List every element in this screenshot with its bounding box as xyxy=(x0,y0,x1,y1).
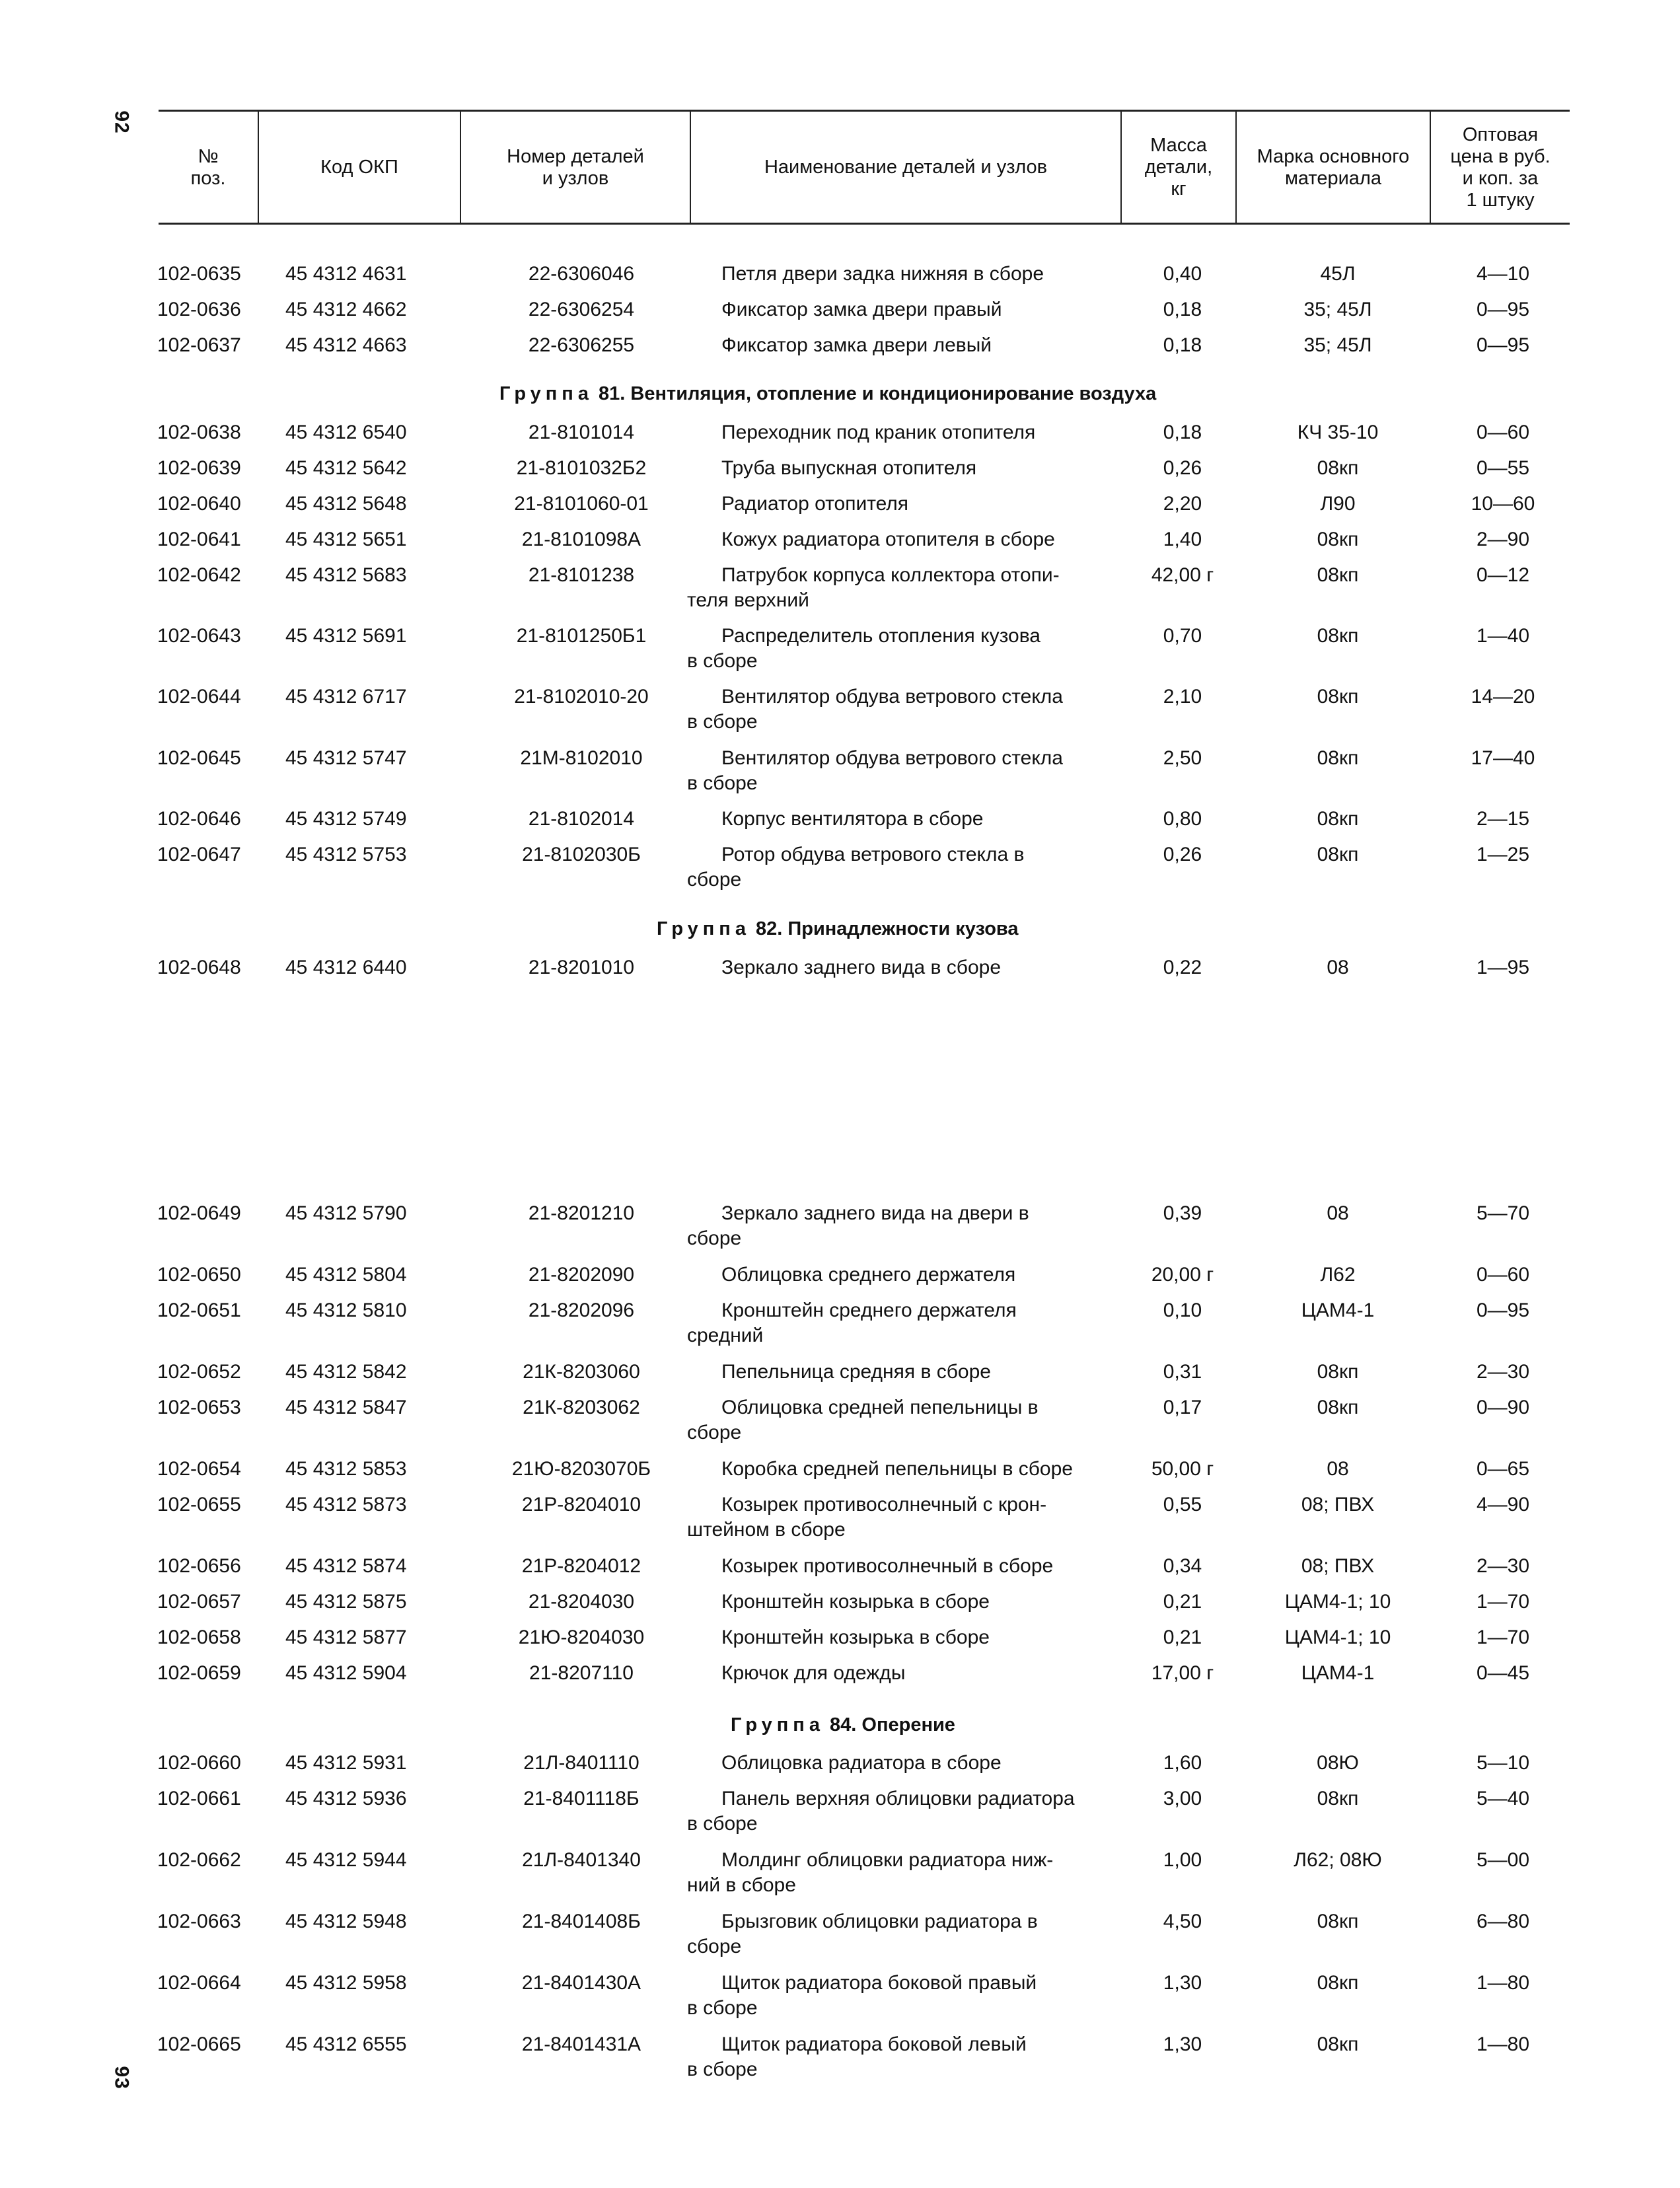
row-position: 102-0656 xyxy=(157,1555,241,1577)
row-position: 102-0650 xyxy=(157,1264,241,1286)
row-price: 0—45 xyxy=(1476,1662,1530,1684)
row-price: 0—90 xyxy=(1476,1397,1530,1418)
row-part-number: 21-8101238 xyxy=(528,564,635,586)
header-material: Марка основного материала xyxy=(1257,145,1410,189)
row-material: Л62 xyxy=(1320,1264,1356,1286)
row-price: 4—10 xyxy=(1476,263,1530,285)
row-material: 08кп xyxy=(1317,808,1359,830)
row-part-number: 21-8101032Б2 xyxy=(516,457,647,479)
row-price: 0—12 xyxy=(1476,564,1530,586)
row-mass: 2,20 xyxy=(1163,493,1202,515)
row-material: 08кп xyxy=(1317,457,1359,479)
row-material: 08кп xyxy=(1317,1361,1359,1383)
row-material: 08; ПВХ xyxy=(1301,1494,1375,1515)
row-price: 5—70 xyxy=(1476,1202,1530,1224)
row-price: 1—80 xyxy=(1476,1972,1530,1994)
row-part-number: 22-6306046 xyxy=(528,263,635,285)
row-part-name: Распределитель отопления кузова в сборе xyxy=(687,625,1041,672)
header-rule-bottom xyxy=(159,223,1570,225)
row-mass: 0,21 xyxy=(1163,1626,1202,1648)
row-okp-code: 45 4312 5790 xyxy=(285,1202,407,1224)
row-material: 08кп xyxy=(1317,844,1359,865)
row-material: 08кп xyxy=(1317,529,1359,550)
row-part-number: 21-8207110 xyxy=(529,1662,634,1684)
row-material: 08кп xyxy=(1317,1397,1359,1418)
row-part-name: Брызговик облицовки радиатора в сборе xyxy=(687,1911,1038,1957)
row-part-name: Вентилятор обдува ветрового стекла в сборе xyxy=(687,747,1063,794)
row-okp-code: 45 4312 5747 xyxy=(285,747,407,769)
row-okp-code: 45 4312 4663 xyxy=(285,334,407,356)
row-material: 08кп xyxy=(1317,1788,1359,1809)
row-part-name: Кронштейн среднего держателя средний xyxy=(687,1299,1017,1346)
group-heading xyxy=(657,918,1019,940)
row-part-number: 21-8101098А xyxy=(521,529,641,550)
group-label: Группа xyxy=(657,918,750,939)
row-okp-code: 45 4312 5875 xyxy=(285,1591,407,1613)
row-part-number: 21Л-8401110 xyxy=(523,1752,639,1774)
row-material: 08кп xyxy=(1317,686,1359,708)
row-material: КЧ 35-10 xyxy=(1297,421,1379,443)
row-part-name: Крючок для одежды xyxy=(721,1662,906,1684)
row-part-number: 21-8101250Б1 xyxy=(516,625,647,647)
row-mass: 0,18 xyxy=(1163,421,1202,443)
row-okp-code: 45 4312 5804 xyxy=(285,1264,407,1286)
row-part-name: Кронштейн козырька в сборе xyxy=(721,1626,990,1648)
header-rule-top xyxy=(159,110,1570,112)
row-part-number: 21-8202090 xyxy=(528,1264,635,1286)
row-mass: 3,00 xyxy=(1163,1788,1202,1809)
row-price: 0—95 xyxy=(1476,1299,1530,1321)
row-part-number: 21Р-8204012 xyxy=(521,1555,641,1577)
row-position: 102-0661 xyxy=(157,1788,241,1809)
row-price: 0—95 xyxy=(1476,334,1530,356)
row-position: 102-0664 xyxy=(157,1972,241,1994)
row-material: 08кп xyxy=(1317,564,1359,586)
row-position: 102-0646 xyxy=(157,808,241,830)
row-okp-code: 45 4312 5948 xyxy=(285,1911,407,1932)
row-okp-code: 45 4312 5958 xyxy=(285,1972,407,1994)
row-mass: 0,40 xyxy=(1163,263,1202,285)
row-part-name: Зеркало заднего вида на двери в сборе xyxy=(687,1202,1029,1249)
row-mass: 0,10 xyxy=(1163,1299,1202,1321)
row-mass: 0,18 xyxy=(1163,334,1202,356)
row-material: 08кп xyxy=(1317,625,1359,647)
row-okp-code: 45 4312 6540 xyxy=(285,421,407,443)
row-mass: 0,34 xyxy=(1163,1555,1202,1577)
row-position: 102-0635 xyxy=(157,263,241,285)
row-okp-code: 45 4312 5648 xyxy=(285,493,407,515)
row-part-number: 21-8204030 xyxy=(528,1591,635,1613)
row-mass: 1,60 xyxy=(1163,1752,1202,1774)
row-part-name: Кожух радиатора отопителя в сборе xyxy=(721,529,1055,550)
row-part-number: 21Ю-8203070Б xyxy=(511,1458,651,1480)
row-price: 14—20 xyxy=(1471,686,1535,708)
row-part-number: 22-6306254 xyxy=(528,299,635,320)
row-price: 0—55 xyxy=(1476,457,1530,479)
row-price: 10—60 xyxy=(1471,493,1535,515)
row-position: 102-0651 xyxy=(157,1299,241,1321)
row-okp-code: 45 4312 5853 xyxy=(285,1458,407,1480)
row-part-number: 21-8102030Б xyxy=(522,844,641,865)
row-price: 6—80 xyxy=(1476,1911,1530,1932)
row-position: 102-0640 xyxy=(157,493,241,515)
row-mass: 0,17 xyxy=(1163,1397,1202,1418)
row-price: 5—40 xyxy=(1476,1788,1530,1809)
row-mass: 50,00 г xyxy=(1151,1458,1214,1480)
row-part-name: Панель верхняя облицовки радиатора в сборе xyxy=(687,1788,1075,1835)
row-position: 102-0649 xyxy=(157,1202,241,1224)
row-part-name: Пепельница средняя в сборе xyxy=(721,1361,991,1383)
row-position: 102-0652 xyxy=(157,1361,241,1383)
row-mass: 0,31 xyxy=(1163,1361,1202,1383)
row-position: 102-0658 xyxy=(157,1626,241,1648)
row-okp-code: 45 4312 4631 xyxy=(285,263,407,285)
group-heading xyxy=(499,383,1156,405)
row-position: 102-0660 xyxy=(157,1752,241,1774)
row-part-name: Фиксатор замка двери правый xyxy=(721,299,1002,320)
row-okp-code: 45 4312 5683 xyxy=(285,564,407,586)
row-mass: 1,00 xyxy=(1163,1849,1202,1871)
row-mass: 20,00 г xyxy=(1151,1264,1214,1286)
row-material: 35; 45Л xyxy=(1303,299,1372,320)
row-position: 102-0644 xyxy=(157,686,241,708)
row-okp-code: 45 4312 5642 xyxy=(285,457,407,479)
row-part-name: Облицовка среднего держателя xyxy=(721,1264,1016,1286)
row-part-name: Корпус вентилятора в сборе xyxy=(721,808,984,830)
row-position: 102-0648 xyxy=(157,957,241,978)
row-part-number: 21-8101060-01 xyxy=(514,493,649,515)
group-title: 84. Оперение xyxy=(830,1714,955,1735)
row-part-number: 21-8101014 xyxy=(528,421,635,443)
row-mass: 2,10 xyxy=(1163,686,1202,708)
row-position: 102-0643 xyxy=(157,625,241,647)
group-label: Группа xyxy=(731,1714,824,1735)
row-material: ЦАМ4-1; 10 xyxy=(1284,1626,1391,1648)
group-heading xyxy=(731,1714,955,1736)
row-part-name: Козырек противосолнечный с крон- штейном в сборе xyxy=(687,1494,1047,1541)
row-okp-code: 45 4312 5651 xyxy=(285,529,407,550)
row-position: 102-0654 xyxy=(157,1458,241,1480)
row-okp-code: 45 4312 5753 xyxy=(285,844,407,865)
row-mass: 17,00 г xyxy=(1151,1662,1214,1684)
row-material: 08 xyxy=(1327,1458,1349,1480)
row-price: 2—15 xyxy=(1476,808,1530,830)
page-number-bottom: 93 xyxy=(110,2066,133,2090)
row-price: 2—30 xyxy=(1476,1555,1530,1577)
row-mass: 42,00 г xyxy=(1151,564,1214,586)
row-mass: 0,18 xyxy=(1163,299,1202,320)
row-part-name: Молдинг облицовки радиатора ниж- ний в сборе xyxy=(687,1849,1054,1896)
row-position: 102-0638 xyxy=(157,421,241,443)
header-name: Наименование деталей и узлов xyxy=(764,157,1048,178)
row-okp-code: 45 4312 5873 xyxy=(285,1494,407,1515)
group-title: 82. Принадлежности кузова xyxy=(756,918,1019,939)
row-part-name: Кронштейн козырька в сборе xyxy=(721,1591,990,1613)
row-okp-code: 45 4312 5931 xyxy=(285,1752,407,1774)
row-okp-code: 45 4312 5874 xyxy=(285,1555,407,1577)
row-position: 102-0655 xyxy=(157,1494,241,1515)
row-part-number: 21-8102010-20 xyxy=(514,686,649,708)
page-number-top: 92 xyxy=(110,110,133,134)
row-material: 08 xyxy=(1327,957,1349,978)
row-price: 2—90 xyxy=(1476,529,1530,550)
row-part-name: Козырек противосолнечный в сборе xyxy=(721,1555,1054,1577)
row-mass: 0,55 xyxy=(1163,1494,1202,1515)
group-label: Группа xyxy=(499,383,593,404)
row-okp-code: 45 4312 5842 xyxy=(285,1361,407,1383)
row-part-number: 22-6306255 xyxy=(528,334,635,356)
row-position: 102-0653 xyxy=(157,1397,241,1418)
row-part-name: Облицовка радиатора в сборе xyxy=(721,1752,1002,1774)
row-part-name: Фиксатор замка двери левый xyxy=(721,334,992,356)
row-okp-code: 45 4312 5749 xyxy=(285,808,407,830)
row-price: 1—70 xyxy=(1476,1626,1530,1648)
row-part-name: Щиток радиатора боковой левый в сборе xyxy=(687,2033,1027,2080)
row-mass: 0,80 xyxy=(1163,808,1202,830)
header-pos: № поз. xyxy=(190,145,226,189)
row-material: 08; ПВХ xyxy=(1301,1555,1375,1577)
row-position: 102-0639 xyxy=(157,457,241,479)
row-mass: 0,39 xyxy=(1163,1202,1202,1224)
row-part-number: 21-8401118Б xyxy=(523,1788,639,1809)
row-part-number: 21-8102014 xyxy=(528,808,635,830)
row-material: ЦАМ4-1; 10 xyxy=(1284,1591,1391,1613)
row-material: Л90 xyxy=(1320,493,1356,515)
row-okp-code: 45 4312 6717 xyxy=(285,686,407,708)
row-price: 0—60 xyxy=(1476,1264,1530,1286)
row-material: ЦАМ4-1 xyxy=(1301,1299,1375,1321)
row-price: 4—90 xyxy=(1476,1494,1530,1515)
row-price: 1—25 xyxy=(1476,844,1530,865)
row-position: 102-0657 xyxy=(157,1591,241,1613)
row-position: 102-0642 xyxy=(157,564,241,586)
row-part-name: Патрубок корпуса коллектора отопи- теля верхний xyxy=(687,564,1060,611)
row-mass: 0,22 xyxy=(1163,957,1202,978)
row-mass: 1,40 xyxy=(1163,529,1202,550)
header-price: Оптовая цена в руб. и коп. за 1 штуку xyxy=(1450,124,1551,211)
row-part-name: Труба выпускная отопителя xyxy=(721,457,977,479)
row-okp-code: 45 4312 6555 xyxy=(285,2033,407,2055)
row-mass: 1,30 xyxy=(1163,1972,1202,1994)
row-okp-code: 45 4312 5877 xyxy=(285,1626,407,1648)
row-okp-code: 45 4312 5847 xyxy=(285,1397,407,1418)
row-mass: 0,70 xyxy=(1163,625,1202,647)
row-price: 0—60 xyxy=(1476,421,1530,443)
row-part-number: 21-8201010 xyxy=(528,957,635,978)
row-price: 1—80 xyxy=(1476,2033,1530,2055)
header-okp: Код ОКП xyxy=(320,157,398,178)
row-part-number: 21К-8203060 xyxy=(523,1361,640,1383)
header-mass: Масса детали, кг xyxy=(1144,135,1213,200)
row-material: 45Л xyxy=(1320,263,1356,285)
row-price: 1—70 xyxy=(1476,1591,1530,1613)
row-part-name: Петля двери задка нижняя в сборе xyxy=(721,263,1044,285)
row-position: 102-0662 xyxy=(157,1849,241,1871)
row-mass: 0,21 xyxy=(1163,1591,1202,1613)
row-part-number: 21-8401430А xyxy=(521,1972,641,1994)
row-mass: 0,26 xyxy=(1163,844,1202,865)
row-material: 08Ю xyxy=(1317,1752,1359,1774)
row-mass: 2,50 xyxy=(1163,747,1202,769)
header-part-number: Номер деталей и узлов xyxy=(507,145,644,189)
row-part-number: 21-8401431А xyxy=(521,2033,641,2055)
row-price: 5—00 xyxy=(1476,1849,1530,1871)
row-position: 102-0645 xyxy=(157,747,241,769)
row-okp-code: 45 4312 5904 xyxy=(285,1662,407,1684)
row-okp-code: 45 4312 5936 xyxy=(285,1788,407,1809)
row-material: 08кп xyxy=(1317,1972,1359,1994)
row-part-number: 21К-8203062 xyxy=(523,1397,640,1418)
row-position: 102-0637 xyxy=(157,334,241,356)
row-okp-code: 45 4312 5810 xyxy=(285,1299,407,1321)
row-part-name: Щиток радиатора боковой правый в сборе xyxy=(687,1972,1037,2019)
row-part-number: 21-8202096 xyxy=(528,1299,635,1321)
row-mass: 4,50 xyxy=(1163,1911,1202,1932)
row-price: 5—10 xyxy=(1476,1752,1530,1774)
row-part-number: 21Л-8401340 xyxy=(522,1849,641,1871)
row-okp-code: 45 4312 6440 xyxy=(285,957,407,978)
row-position: 102-0663 xyxy=(157,1911,241,1932)
row-position: 102-0641 xyxy=(157,529,241,550)
row-part-name: Ротор обдува ветрового стекла в сборе xyxy=(687,844,1025,891)
row-part-name: Облицовка средней пепельницы в сборе xyxy=(687,1397,1039,1443)
row-okp-code: 45 4312 5944 xyxy=(285,1849,407,1871)
row-material: 35; 45Л xyxy=(1303,334,1372,356)
row-material: 08кп xyxy=(1317,2033,1359,2055)
row-material: 08кп xyxy=(1317,1911,1359,1932)
row-part-number: 21-8201210 xyxy=(528,1202,635,1224)
row-price: 2—30 xyxy=(1476,1361,1530,1383)
row-price: 1—40 xyxy=(1476,625,1530,647)
row-material: 08 xyxy=(1327,1202,1349,1224)
row-part-name: Коробка средней пепельницы в сборе xyxy=(721,1458,1073,1480)
row-part-name: Зеркало заднего вида в сборе xyxy=(721,957,1002,978)
row-position: 102-0636 xyxy=(157,299,241,320)
row-part-name: Переходник под краник отопителя xyxy=(721,421,1036,443)
row-okp-code: 45 4312 5691 xyxy=(285,625,407,647)
row-part-number: 21-8401408Б xyxy=(522,1911,641,1932)
row-mass: 0,26 xyxy=(1163,457,1202,479)
row-position: 102-0665 xyxy=(157,2033,241,2055)
row-okp-code: 45 4312 4662 xyxy=(285,299,407,320)
row-part-number: 21Ю-8204030 xyxy=(518,1626,645,1648)
row-position: 102-0647 xyxy=(157,844,241,865)
row-part-number: 21М-8102010 xyxy=(520,747,643,769)
row-part-name: Вентилятор обдува ветрового стекла в сборе xyxy=(687,686,1063,733)
row-part-name: Радиатор отопителя xyxy=(721,493,909,515)
row-part-number: 21Р-8204010 xyxy=(521,1494,641,1515)
row-material: ЦАМ4-1 xyxy=(1301,1662,1375,1684)
row-price: 0—65 xyxy=(1476,1458,1530,1480)
row-position: 102-0659 xyxy=(157,1662,241,1684)
group-title: 81. Вентиляция, отопление и кондиционирование воздуха xyxy=(599,383,1157,404)
row-material: Л62; 08Ю xyxy=(1294,1849,1382,1871)
row-material: 08кп xyxy=(1317,747,1359,769)
row-price: 17—40 xyxy=(1471,747,1535,769)
row-mass: 1,30 xyxy=(1163,2033,1202,2055)
row-price: 1—95 xyxy=(1476,957,1530,978)
row-price: 0—95 xyxy=(1476,299,1530,320)
